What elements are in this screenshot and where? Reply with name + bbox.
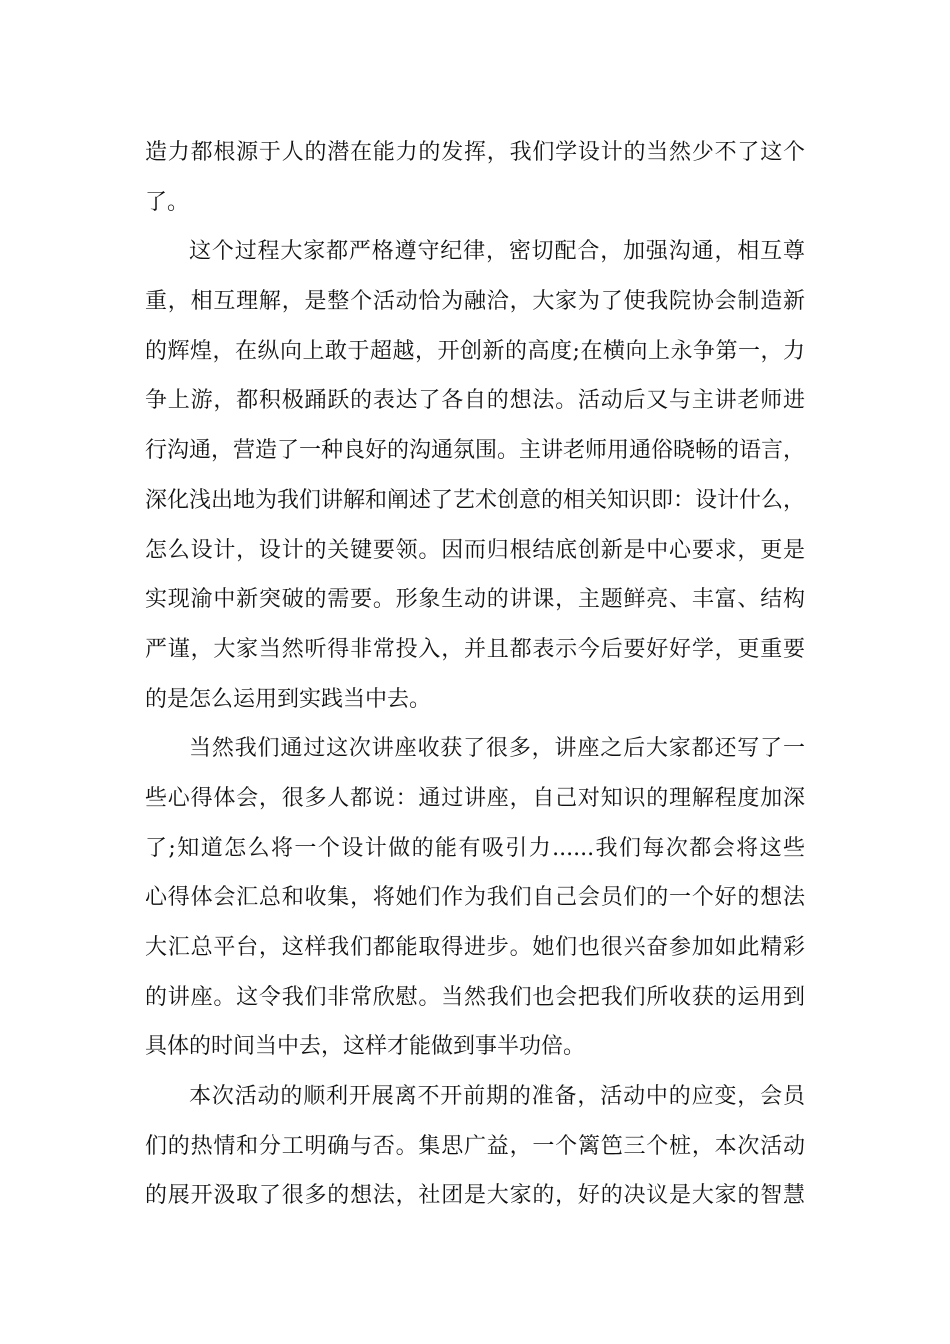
document-page bbox=[145, 128, 805, 1221]
text-line: 大汇总平台，这样我们都能取得进步。她们也很兴奋参加如此精彩 bbox=[145, 935, 805, 960]
text-line: 怎么设计，设计的关键要领。因而归根结底创新是中心要求，更是 bbox=[145, 537, 805, 563]
text-line: 的是怎么运用到实践当中去。 bbox=[145, 686, 432, 712]
text-line: 重，相互理解，是整个活动恰为融洽，大家为了使我院协会制造新 bbox=[145, 289, 805, 315]
text-line: 严谨，大家当然听得非常投入，并且都表示今后要好好学，更重要 bbox=[145, 636, 805, 662]
text-line: 行沟通，营造了一种良好的沟通氛围。主讲老师用通俗晓畅的语言， bbox=[145, 438, 806, 464]
text-line: 这个过程大家都严格遵守纪律，密切配合，加强沟通，相互尊 bbox=[189, 239, 805, 265]
text-line: 本次活动的顺利开展离不开前期的准备，活动中的应变，会员 bbox=[189, 1084, 805, 1110]
paragraph-2 bbox=[145, 227, 805, 724]
text-line: 的展开汲取了很多的想法，社团是大家的，好的决议是大家的智慧 bbox=[145, 1183, 805, 1209]
text-line: 实现渝中新突破的需要。形象生动的讲课，主题鲜亮、丰富、结构 bbox=[145, 587, 805, 613]
text-line: 的辉煌，在纵向上敢于超越，开创新的高度;在横向上永争第一，力 bbox=[145, 338, 805, 364]
paragraph-1 bbox=[145, 128, 805, 227]
text-line: 造力都根源于人的潜在能力的发挥，我们学设计的当然少不了这个 bbox=[145, 140, 805, 165]
text-line: 具体的时间当中去，这样才能做到事半功倍。 bbox=[145, 1034, 586, 1060]
text-line: 们的热情和分工明确与否。集思广益，一个篱笆三个桩，本次活动 bbox=[145, 1133, 805, 1159]
text-line: 的讲座。这令我们非常欣慰。当然我们也会把我们所收获的运用到 bbox=[145, 984, 805, 1010]
text-line: 了。 bbox=[145, 189, 190, 215]
text-line: 心得体会汇总和收集，将她们作为我们自己会员们的一个好的想法 bbox=[145, 885, 805, 911]
text-line: 深化浅出地为我们讲解和阐述了艺术创意的相关知识即：设计什么， bbox=[145, 487, 806, 513]
paragraph-3 bbox=[145, 724, 805, 1072]
text-line: 些心得体会，很多人都说：通过讲座，自己对知识的理解程度加深 bbox=[145, 785, 805, 811]
text-line: 当然我们通过这次讲座收获了很多，讲座之后大家都还写了一 bbox=[189, 736, 805, 762]
paragraph-4 bbox=[145, 1072, 805, 1221]
text-line: 争上游，都积极踊跃的表达了各自的想法。活动后又与主讲老师进 bbox=[145, 388, 805, 414]
text-line: 了;知道怎么将一个设计做的能有吸引力......我们每次都会将这些 bbox=[145, 835, 805, 861]
